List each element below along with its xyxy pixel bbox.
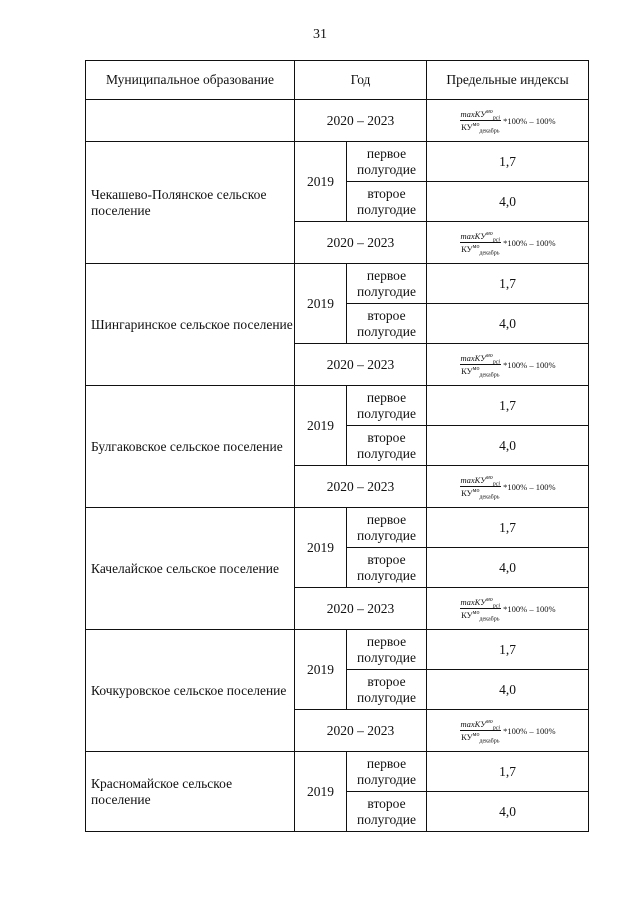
numerator-text: maxКУ xyxy=(460,353,486,363)
numerator-sub: pci xyxy=(492,725,501,732)
first-half-label: первое полугодие xyxy=(347,752,427,792)
second-half-label: второе полугодие xyxy=(347,548,427,588)
formula-fraction xyxy=(460,475,502,501)
table-row xyxy=(86,264,589,304)
denominator-sup: мо xyxy=(472,366,480,373)
numerator-text: maxКУ xyxy=(460,231,486,241)
denominator-sub: декабрь xyxy=(479,372,500,379)
numerator-sup: мо xyxy=(485,597,493,604)
numerator-sup: мо xyxy=(485,719,493,726)
second-half-value: 4,0 xyxy=(427,426,589,466)
denominator-sup: мо xyxy=(472,610,480,617)
table-row xyxy=(86,752,589,792)
denominator-sub: декабрь xyxy=(479,128,500,135)
numerator-sup: мо xyxy=(485,109,493,116)
period-cell: 2020 – 2023 xyxy=(295,100,427,142)
first-half-value: 1,7 xyxy=(427,508,589,548)
second-half-label: второе полугодие xyxy=(347,182,427,222)
denominator-text: КУ xyxy=(461,244,473,254)
denominator-sup: мо xyxy=(472,244,480,251)
denominator-sup: мо xyxy=(472,488,480,495)
formula-tail: *100% – 100% xyxy=(503,115,556,126)
numerator-sub: pci xyxy=(492,237,501,244)
year-cell: 2019 xyxy=(295,142,347,222)
numerator-sup: мо xyxy=(485,231,493,238)
first-half-label: первое полугодие xyxy=(347,630,427,670)
formula-denominator xyxy=(461,731,500,745)
municipality-name: Чекашево-Полянское сельское поселение xyxy=(86,142,295,264)
numerator-text: maxКУ xyxy=(460,109,486,119)
numerator-text: maxКУ xyxy=(460,475,486,485)
numerator-sup: мо xyxy=(485,353,493,360)
formula-denominator xyxy=(461,609,500,623)
formula xyxy=(427,597,588,623)
denominator-sub: декабрь xyxy=(479,250,500,257)
numerator-text: maxКУ xyxy=(460,597,486,607)
formula xyxy=(427,231,588,257)
denominator-sup: мо xyxy=(472,122,480,129)
municipality-cell-empty xyxy=(86,100,295,142)
table-row xyxy=(86,630,589,670)
period-cell: 2020 – 2023 xyxy=(295,588,427,630)
municipality-name: Красномайское сельское поселение xyxy=(86,752,295,832)
header-municipality: Муниципальное образование xyxy=(86,61,295,100)
formula-cell xyxy=(427,344,589,386)
numerator-sub: pci xyxy=(492,603,501,610)
formula-denominator xyxy=(461,365,500,379)
denominator-sub: декабрь xyxy=(479,494,500,501)
formula xyxy=(427,109,588,135)
table-header-row xyxy=(86,61,589,100)
denominator-sub: декабрь xyxy=(479,616,500,623)
municipality-name: Шингаринское сельское поселение xyxy=(86,264,295,386)
indices-table xyxy=(85,60,589,832)
formula-fraction xyxy=(460,109,502,135)
denominator-text: КУ xyxy=(461,366,473,376)
formula-numerator xyxy=(460,597,502,609)
formula xyxy=(427,353,588,379)
second-half-label: второе полугодие xyxy=(347,304,427,344)
second-half-label: второе полугодие xyxy=(347,792,427,832)
formula-fraction xyxy=(460,353,502,379)
table-row xyxy=(86,508,589,548)
formula xyxy=(427,719,588,745)
first-half-label: первое полугодие xyxy=(347,508,427,548)
second-half-label: второе полугодие xyxy=(347,670,427,710)
formula-numerator xyxy=(460,231,502,243)
formula xyxy=(427,475,588,501)
year-cell: 2019 xyxy=(295,630,347,710)
formula-numerator xyxy=(460,719,502,731)
formula-cell xyxy=(427,466,589,508)
formula-denominator xyxy=(461,243,500,257)
first-half-value: 1,7 xyxy=(427,264,589,304)
numerator-text: maxКУ xyxy=(460,719,486,729)
formula-fraction xyxy=(460,719,502,745)
numerator-sub: pci xyxy=(492,359,501,366)
numerator-sub: pci xyxy=(492,481,501,488)
year-cell: 2019 xyxy=(295,386,347,466)
period-cell: 2020 – 2023 xyxy=(295,466,427,508)
second-half-value: 4,0 xyxy=(427,304,589,344)
second-half-value: 4,0 xyxy=(427,548,589,588)
numerator-sub: pci xyxy=(492,115,501,122)
formula-cell xyxy=(427,588,589,630)
municipality-name: Качелайское сельское поселение xyxy=(86,508,295,630)
second-half-label: второе полугодие xyxy=(347,426,427,466)
first-half-label: первое полугодие xyxy=(347,142,427,182)
first-half-value: 1,7 xyxy=(427,386,589,426)
header-indices: Предельные индексы xyxy=(427,61,589,100)
period-cell: 2020 – 2023 xyxy=(295,710,427,752)
formula-tail: *100% – 100% xyxy=(503,603,556,614)
formula-fraction xyxy=(460,231,502,257)
formula-numerator xyxy=(460,475,502,487)
first-half-value: 1,7 xyxy=(427,142,589,182)
numerator-sup: мо xyxy=(485,475,493,482)
year-cell: 2019 xyxy=(295,752,347,832)
formula-tail: *100% – 100% xyxy=(503,725,556,736)
header-year: Год xyxy=(295,61,427,100)
first-half-label: первое полугодие xyxy=(347,386,427,426)
formula-numerator xyxy=(460,109,502,121)
municipality-name: Кочкуровское сельское поселение xyxy=(86,630,295,752)
municipality-name: Булгаковское сельское поселение xyxy=(86,386,295,508)
year-cell: 2019 xyxy=(295,508,347,588)
formula-cell xyxy=(427,710,589,752)
table-row xyxy=(86,386,589,426)
formula-denominator xyxy=(461,487,500,501)
formula-cell xyxy=(427,100,589,142)
formula-tail: *100% – 100% xyxy=(503,359,556,370)
second-half-value: 4,0 xyxy=(427,670,589,710)
denominator-sub: декабрь xyxy=(479,738,500,745)
formula-fraction xyxy=(460,597,502,623)
denominator-text: КУ xyxy=(461,488,473,498)
formula-denominator xyxy=(461,121,500,135)
first-half-value: 1,7 xyxy=(427,752,589,792)
table-row xyxy=(86,100,589,142)
denominator-text: КУ xyxy=(461,122,473,132)
denominator-text: КУ xyxy=(461,610,473,620)
table-row xyxy=(86,142,589,182)
second-half-value: 4,0 xyxy=(427,792,589,832)
denominator-sup: мо xyxy=(472,732,480,739)
period-cell: 2020 – 2023 xyxy=(295,344,427,386)
formula-tail: *100% – 100% xyxy=(503,237,556,248)
page-number: 31 xyxy=(313,27,327,42)
denominator-text: КУ xyxy=(461,732,473,742)
formula-numerator xyxy=(460,353,502,365)
first-half-value: 1,7 xyxy=(427,630,589,670)
first-half-label: первое полугодие xyxy=(347,264,427,304)
year-cell: 2019 xyxy=(295,264,347,344)
second-half-value: 4,0 xyxy=(427,182,589,222)
formula-cell xyxy=(427,222,589,264)
period-cell: 2020 – 2023 xyxy=(295,222,427,264)
formula-tail: *100% – 100% xyxy=(503,481,556,492)
